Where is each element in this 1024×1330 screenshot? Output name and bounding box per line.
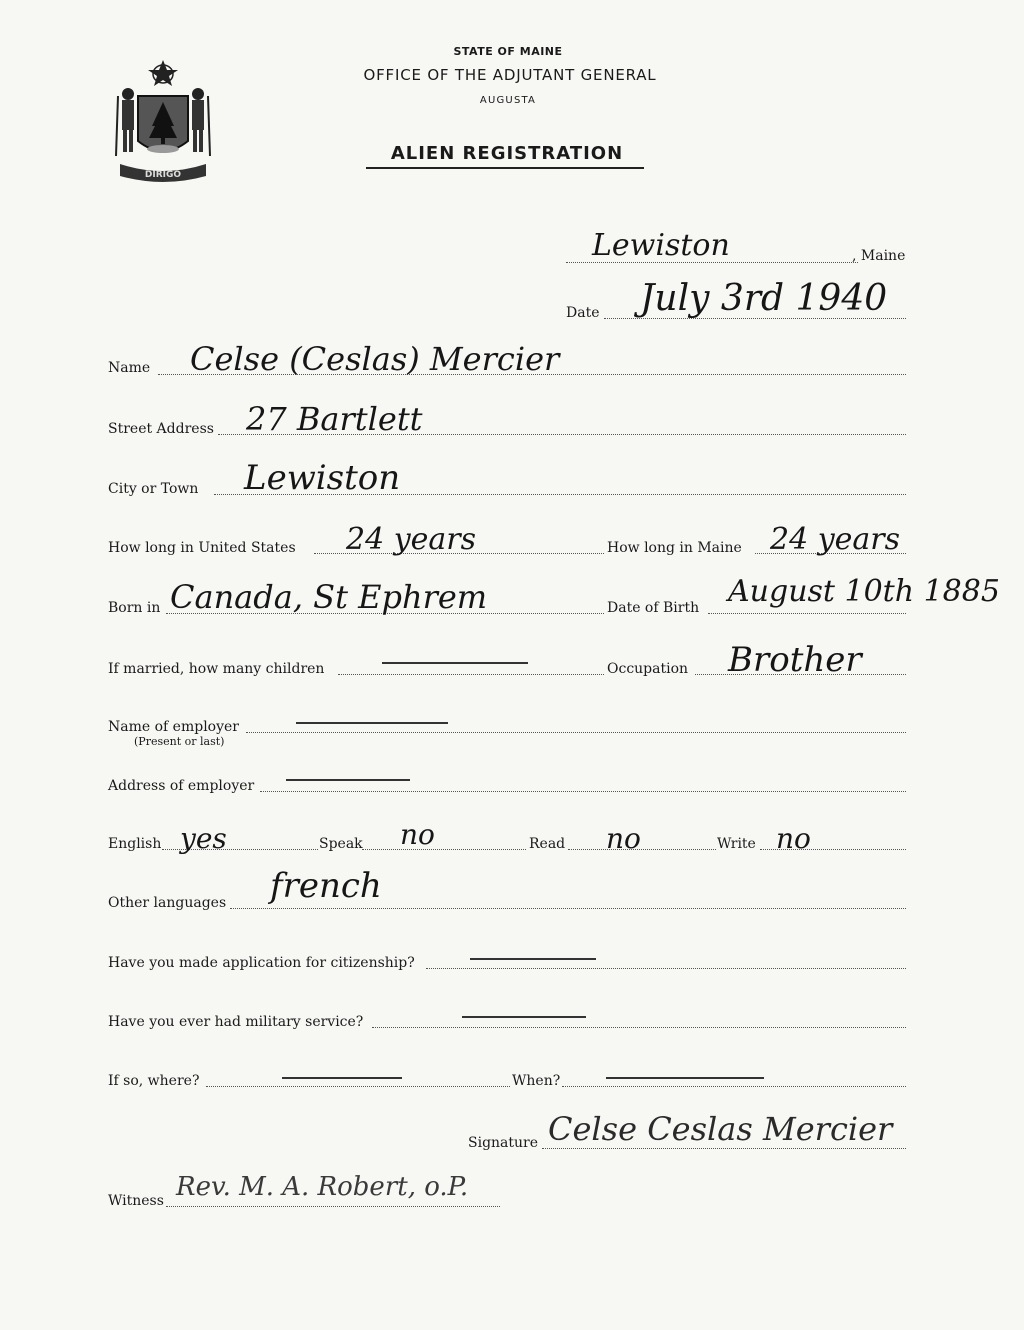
how-long-maine-value[interactable]: 24 years [770,522,901,557]
born-in-value[interactable]: Canada, St Ephrem [170,578,488,616]
if-so-where-label: If so, where? [108,1073,200,1089]
employer-address-line [260,791,906,792]
married-children-dash [382,662,528,664]
other-languages-value[interactable]: french [270,866,382,906]
signature-label: Signature [468,1135,539,1151]
born-in-label: Born in [108,600,161,616]
city-heading: AUGUSTA [479,95,537,106]
married-children-line [338,674,604,675]
military-label: Have you ever had military service? [108,1014,364,1030]
city-town-label: City or Town [108,481,199,497]
when-dash [606,1077,764,1079]
employer-address-label: Address of employer [108,778,255,794]
office-heading: OFFICE OF THE ADJUTANT GENERAL [363,66,657,84]
other-languages-label: Other languages [108,895,227,911]
street-value[interactable]: 27 Bartlett [246,400,423,438]
name-label: Name [108,360,151,376]
read-line [568,849,716,850]
name-value[interactable]: Celse (Ceslas) Mercier [190,340,560,378]
how-long-us-label: How long in United States [108,540,296,556]
if-so-where-dash [282,1077,402,1079]
speak-line [362,849,526,850]
military-dash [462,1016,586,1018]
date-label: Date [566,305,600,321]
state-heading: STATE OF MAINE [453,45,563,58]
write-value[interactable]: no [776,822,811,855]
form-title: ALIEN REGISTRATION [390,143,624,164]
how-long-maine-label: How long in Maine [607,540,742,556]
read-label: Read [529,836,566,852]
signature-line [542,1148,906,1149]
dob-label: Date of Birth [607,600,700,616]
english-value[interactable]: yes [180,822,227,855]
occupation-label: Occupation [607,661,689,677]
married-children-label: If married, how many children [108,661,325,677]
witness-value[interactable]: Rev. M. A. Robert, o.P. [176,1172,469,1202]
employer-name-dash [296,722,448,724]
signature-value[interactable]: Celse Ceslas Mercier [548,1110,893,1148]
english-label: English [108,836,162,852]
place-value[interactable]: Lewiston [592,228,730,263]
witness-line [166,1206,500,1207]
employer-name-sub: (Present or last) [134,735,225,748]
when-line [562,1086,906,1087]
read-value[interactable]: no [606,822,641,855]
city-town-value[interactable]: Lewiston [244,458,401,498]
title-underline [366,167,644,169]
witness-label: Witness [108,1193,164,1209]
dob-line [708,613,906,614]
date-value[interactable]: July 3rd 1940 [640,278,888,319]
citizenship-label: Have you made application for citizenship? [108,955,415,971]
svg-text:DIRIGO: DIRIGO [144,170,182,180]
military-line [372,1027,906,1028]
street-label: Street Address [108,421,214,437]
citizenship-dash [470,958,596,960]
speak-value[interactable]: no [400,818,435,851]
other-languages-line [230,908,906,909]
dob-value[interactable]: August 10th 1885 [728,574,1000,609]
citizenship-line [426,968,906,969]
write-label: Write [717,836,756,852]
employer-name-line [246,732,906,733]
how-long-us-value[interactable]: 24 years [346,522,477,557]
maine-label: , Maine [852,248,906,264]
employer-address-dash [286,779,410,781]
speak-label: Speak [319,836,363,852]
employer-name-label: Name of employer [108,719,239,735]
occupation-value[interactable]: Brother [728,640,862,680]
when-label: When? [512,1073,561,1089]
if-so-where-line [206,1086,510,1087]
